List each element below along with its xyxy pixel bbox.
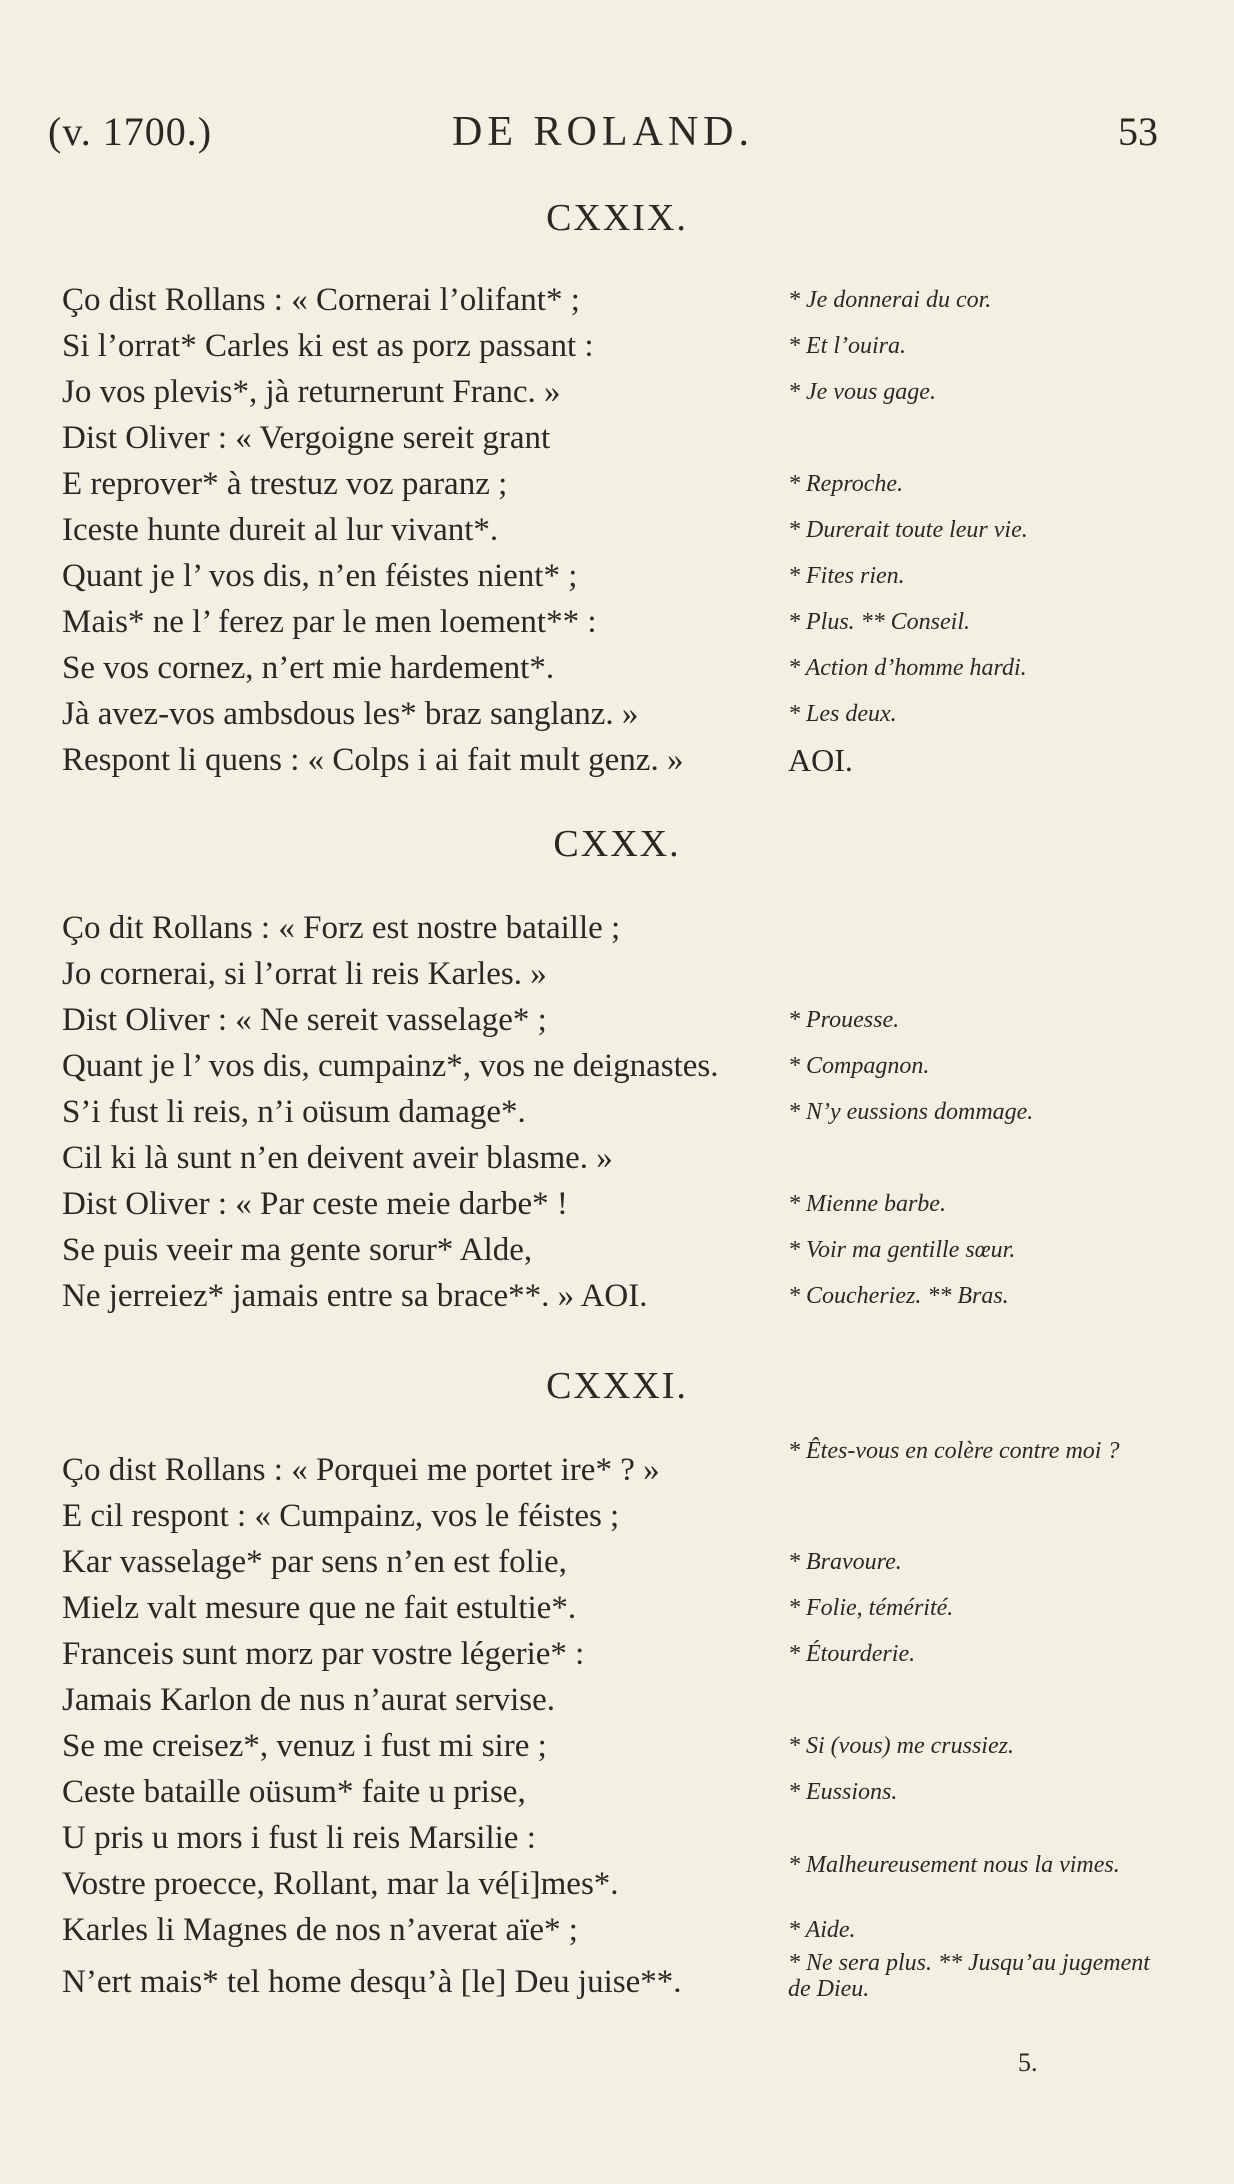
verse-text: Iceste hunte dureit al lur vivant*. xyxy=(62,512,499,548)
verse-line xyxy=(0,1770,1234,1814)
verse-line xyxy=(0,1586,1234,1630)
verse-text: Dist Oliver : « Vergoigne sereit grant xyxy=(62,420,551,456)
gloss-note: * Les deux. xyxy=(788,701,897,727)
aoi-refrain: AOI. xyxy=(788,742,853,778)
gloss-note: * Étourderie. xyxy=(788,1641,916,1667)
verse-text: Quant je l’ vos dis, cumpainz*, vos ne deignastes. xyxy=(62,1048,719,1084)
verse-text: Ço dist Rollans : « Porquei me portet ire* ? » xyxy=(62,1452,660,1488)
verse-text: Dist Oliver : « Par ceste meie darbe* ! xyxy=(62,1186,568,1222)
verse-line xyxy=(0,278,1234,322)
gloss-note: * Fites rien. xyxy=(788,563,905,589)
verse-text: Se vos cornez, n’ert mie hardement*. xyxy=(62,650,555,686)
verse-text: Vostre proecce, Rollant, mar la vé[i]mes*. xyxy=(62,1866,619,1902)
verse-text: U pris u mors i fust li reis Marsilie : xyxy=(62,1820,536,1856)
page-number: 53 xyxy=(1118,109,1158,154)
verse-text: Karles li Magnes de nos n’averat aïe* ; xyxy=(62,1912,578,1948)
verse-text: Franceis sunt morz par vostre légerie* : xyxy=(62,1636,585,1672)
verse-line xyxy=(0,1950,1234,2004)
running-header xyxy=(48,108,1158,164)
verse-line xyxy=(0,508,1234,552)
verse-line xyxy=(0,906,1234,950)
gloss-note: * Je vous gage. xyxy=(788,379,936,405)
verse-text: Ço dist Rollans : « Cornerai l’olifant* ; xyxy=(62,282,580,318)
stanza-heading: CXXXI. xyxy=(546,1365,688,1407)
verse-text: Respont li quens : « Colps i ai fait mult genz. » xyxy=(62,742,684,778)
verse-line xyxy=(0,1852,1234,1906)
gloss-note: * Mienne barbe. xyxy=(788,1191,946,1217)
verse-range: (v. 1700.) xyxy=(48,109,213,154)
verse-text: Kar vasselage* par sens n’en est folie, xyxy=(62,1544,567,1580)
gloss-note: * Folie, témérité. xyxy=(788,1595,954,1621)
verse-line xyxy=(0,600,1234,644)
stanza-heading: CXXX. xyxy=(553,823,681,865)
verse-text: E cil respont : « Cumpainz, vos le féistes ; xyxy=(62,1498,620,1534)
verse-text: Jamais Karlon de nus n’aurat servise. xyxy=(62,1682,556,1718)
verse-text: Se me creisez*, venuz i fust mi sire ; xyxy=(62,1728,547,1764)
gloss-note: * Coucheriez. ** Bras. xyxy=(788,1283,1009,1309)
gloss-note: * Plus. ** Conseil. xyxy=(788,609,971,635)
gloss-note: * Voir ma gentille sœur. xyxy=(788,1237,1016,1263)
verse-text: Ceste bataille oüsum* faite u prise, xyxy=(62,1774,526,1810)
signature-mark: 5. xyxy=(1018,2048,1038,2077)
verse-line xyxy=(0,1274,1234,1318)
verse-line xyxy=(0,1228,1234,1272)
verse-line xyxy=(0,462,1234,506)
verse-line xyxy=(0,1678,1234,1722)
verse-text: Ço dit Rollans : « Forz est nostre bataille ; xyxy=(62,910,621,946)
verse-text: E reprover* à trestuz voz paranz ; xyxy=(62,466,508,502)
verse-line xyxy=(0,998,1234,1042)
gloss-note: * Durerait toute leur vie. xyxy=(788,517,1028,543)
stanza-heading: CXXIX. xyxy=(546,197,688,239)
verse-line xyxy=(0,554,1234,598)
verse-text: Quant je l’ vos dis, n’en féistes nient* ; xyxy=(62,558,578,594)
verse-text: Jo vos plevis*, jà returnerunt Franc. » xyxy=(62,374,561,410)
verse-line xyxy=(0,1494,1234,1538)
gloss-note: * Compagnon. xyxy=(788,1053,930,1079)
gloss-note: * Je donnerai du cor. xyxy=(788,287,992,313)
verse-line xyxy=(0,1090,1234,1134)
verse-text: Mielz valt mesure que ne fait estultie*. xyxy=(62,1590,577,1626)
verse-text: Jo cornerai, si l’orrat li reis Karles. » xyxy=(62,956,547,992)
verse-text: Ne jerreiez* jamais entre sa brace**. » AOI. xyxy=(62,1278,648,1314)
verse-line xyxy=(0,1136,1234,1180)
gloss-note: * Aide. xyxy=(788,1917,856,1943)
verse-text: Dist Oliver : « Ne sereit vasselage* ; xyxy=(62,1002,547,1038)
gloss-note: * Action d’homme hardi. xyxy=(788,655,1027,681)
gloss-note: * Bravoure. xyxy=(788,1549,902,1575)
verse-line xyxy=(0,1044,1234,1088)
verse-text: Se puis veeir ma gente sorur* Alde, xyxy=(62,1232,533,1268)
verse-text: N’ert mais* tel home desqu’à [le] Deu juise**. xyxy=(62,1964,682,2000)
verse-line xyxy=(0,738,1234,782)
running-title: DE ROLAND. xyxy=(452,109,754,155)
verse-line xyxy=(0,692,1234,736)
verse-text: Mais* ne l’ ferez par le men loement** : xyxy=(62,604,597,640)
verse-line xyxy=(0,1908,1234,1952)
gloss-note: * Si (vous) me crussiez. xyxy=(788,1733,1014,1759)
gloss-note: * Eussions. xyxy=(788,1779,898,1805)
gloss-note: * Êtes-vous en colère contre moi ? xyxy=(788,1438,1120,1464)
gloss-note: * Ne sera plus. ** Jusqu’au jugement de Dieu. xyxy=(788,1950,1150,2002)
gloss-note: * N’y eussions dommage. xyxy=(788,1099,1034,1125)
verse-line xyxy=(0,1540,1234,1584)
verse-line xyxy=(0,324,1234,368)
verse-line xyxy=(0,646,1234,690)
verse-line xyxy=(0,952,1234,996)
verse-text: S’i fust li reis, n’i oüsum damage*. xyxy=(62,1094,526,1130)
gloss-note: * Prouesse. xyxy=(788,1007,900,1033)
verse-line xyxy=(0,416,1234,460)
gloss-note: * Reproche. xyxy=(788,471,904,497)
verse-line xyxy=(0,1182,1234,1226)
gloss-note: * Et l’ouira. xyxy=(788,333,906,359)
verse-line xyxy=(0,1632,1234,1676)
verse-text: Jà avez-vos ambsdous les* braz sanglanz. » xyxy=(62,696,639,732)
verse-text: Si l’orrat* Carles ki est as porz passant : xyxy=(62,328,594,364)
verse-text: Cil ki là sunt n’en deivent aveir blasme. » xyxy=(62,1140,613,1176)
verse-line xyxy=(0,370,1234,414)
verse-line xyxy=(0,1438,1234,1492)
verse-line xyxy=(0,1724,1234,1768)
gloss-note: * Malheureusement nous la vimes. xyxy=(788,1852,1120,1878)
